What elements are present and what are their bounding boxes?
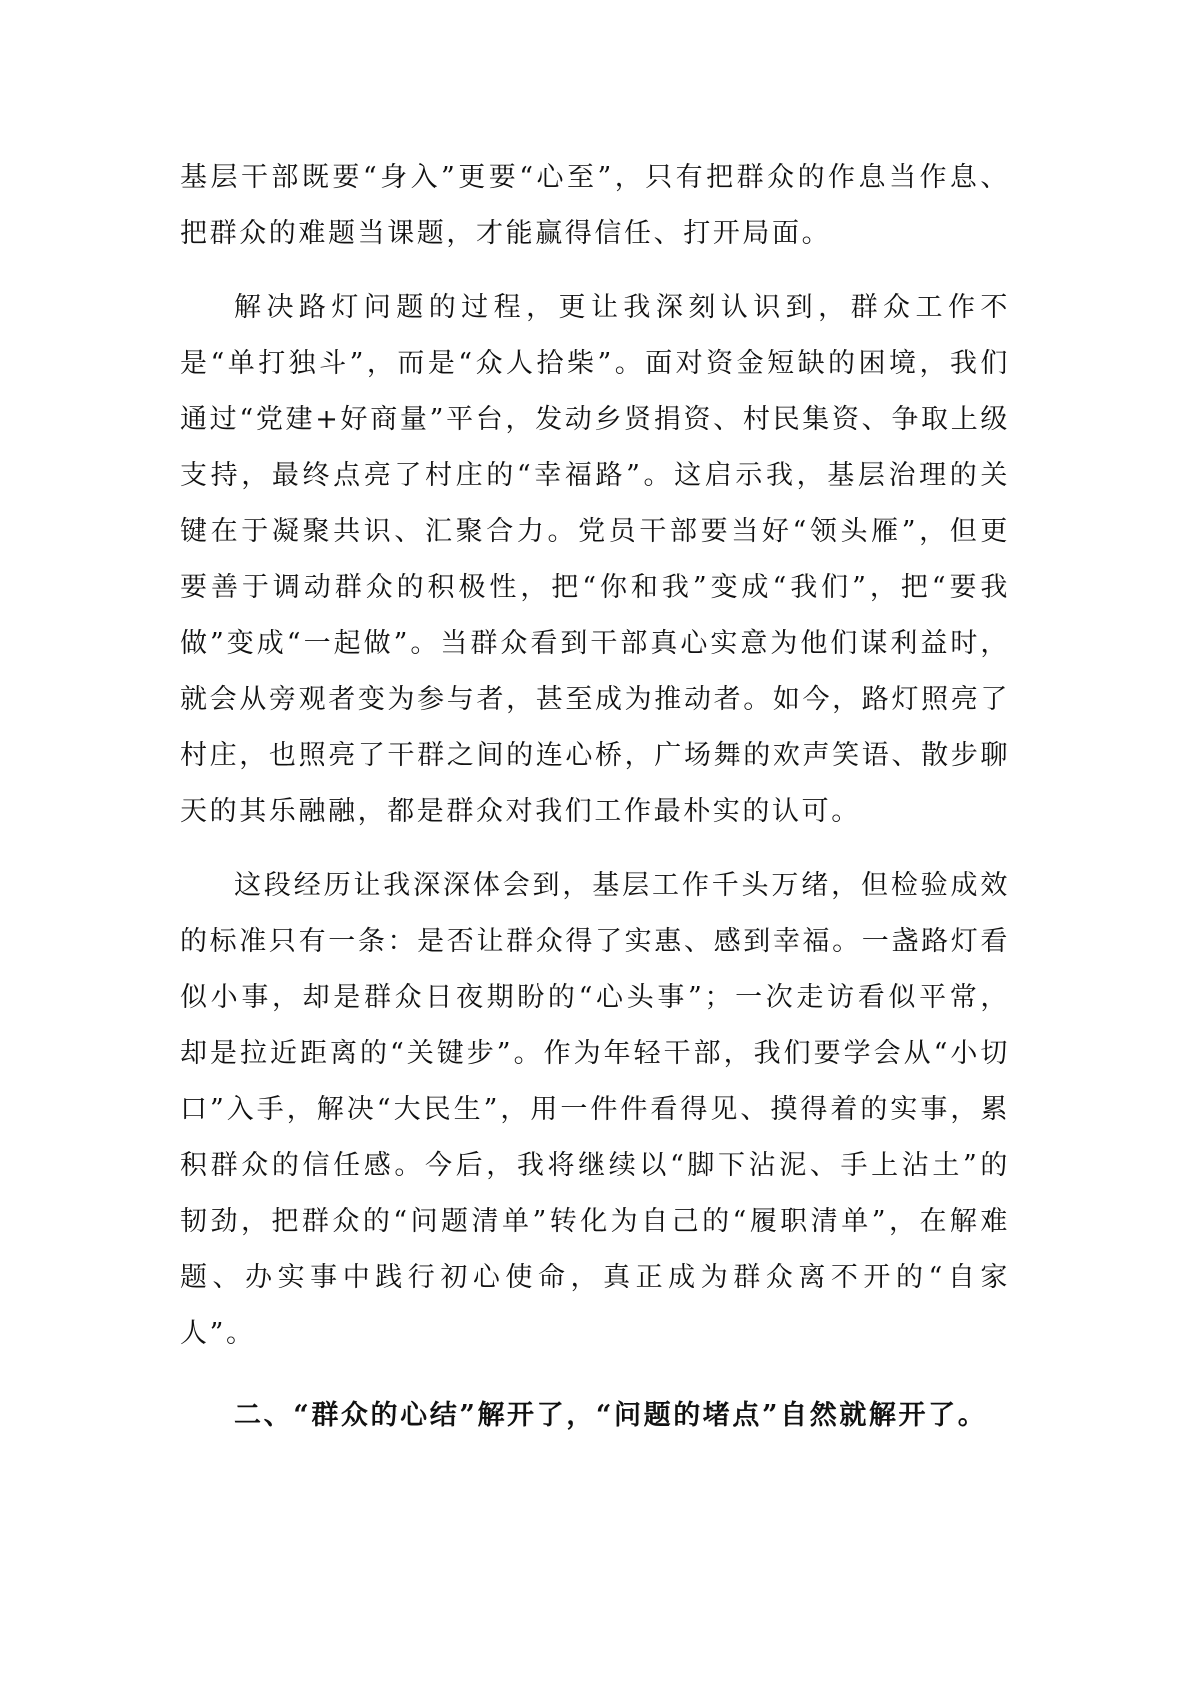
document-body [180, 150, 1010, 1444]
paragraph-1: 基层干部既要“身入”更要“心至”，只有把群众的作息当作息、把群众的难题当课题，才能赢得信任、打开局面。 [180, 162, 1010, 249]
paragraph-3: 这段经历让我深深体会到，基层工作千头万绪，但检验成效的标准只有一条：是否让群众得了实惠、感到幸福。一盏路灯看似小事，却是群众日夜期盼的“心头事”；一次走访看似平常，却是拉近距离的“关键步”。作为年轻干部，我们要学会从“小切口”入手，解决“大民生”，用一件件看得见、摸得着的实事，累积群众的信任感。今后，我将继续以“脚下沾泥、手上沾土”的韧劲，把群众的“问题清单”转化为自己的“履职清单”，在解难题、办实事中践行初心使命，真正成为群众离不开的“自家人”。 [180, 870, 1010, 1349]
paragraph-2: 解决路灯问题的过程，更让我深刻认识到，群众工作不是“单打独斗”，而是“众人拾柴”。面对资金短缺的困境，我们通过“党建+好商量”平台，发动乡贤捐资、村民集资、争取上级支持，最终点亮了村庄的“幸福路”。这启示我，基层治理的关键在于凝聚共识、汇聚合力。党员干部要当好“领头雁”，但更要善于调动群众的积极性，把“你和我”变成“我们”，把“要我做”变成“一起做”。当群众看到干部真心实意为他们谋利益时，就会从旁观者变为参与者，甚至成为推动者。如今，路灯照亮了村庄，也照亮了干群之间的连心桥，广场舞的欢声笑语、散步聊天的其乐融融，都是群众对我们工作最朴实的认可。 [180, 292, 1010, 827]
section-heading: 二、“群众的心结”解开了，“问题的堵点”自然就解开了。 [234, 1400, 988, 1431]
